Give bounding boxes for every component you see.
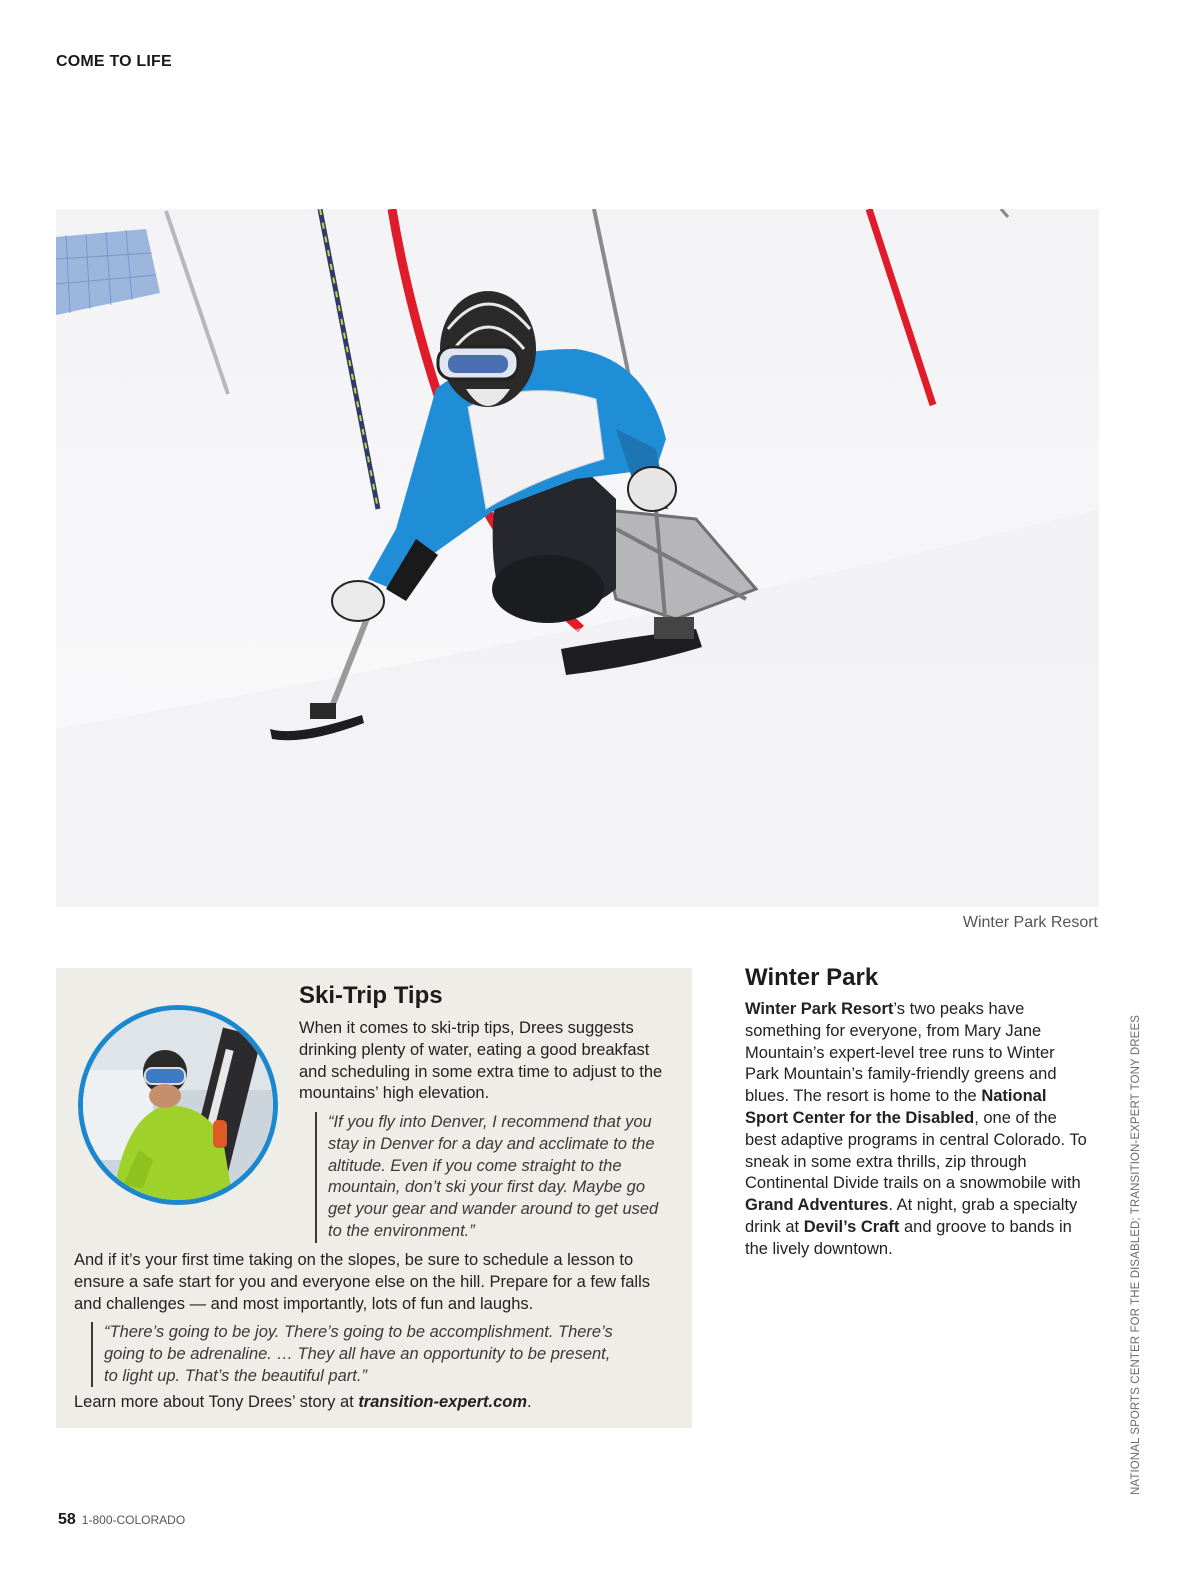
learn-more-line <box>74 1393 674 1412</box>
page-number: 58 <box>58 1511 76 1528</box>
website-link[interactable]: transition-expert.com <box>358 1393 528 1411</box>
tips-intro: When it comes to ski-trip tips, Drees suggests drinking plenty of water, eating a good breakfast and scheduling in some extra time to adjust to the mountains’ high elevation. <box>299 1019 663 1103</box>
wp-text-1: ’s two peaks have something for everyone, from Mary Jane Mountain’s expert-level tree runs to Winter Park Mountain’s family-friendly greens and blues. The resort is home to the <box>745 1000 1057 1106</box>
phone-number: 1-800-COLORADO <box>81 1513 186 1527</box>
devils-craft-name: Devil’s Craft <box>803 1217 900 1236</box>
learn-more-period: . <box>527 1393 532 1411</box>
winter-park-title: Winter Park <box>745 964 879 991</box>
tips-body: And if it’s your first time taking on the slopes, be sure to schedule a lesson to ensure a safe start for you and everyone else on the hill. Prepare for a few falls and challenges — and most importantly, lots of fun and laughs. <box>74 1251 650 1313</box>
pull-quote-acclimate: “If you fly into Denver, I recommend that you stay in Denver for a day and acclimate to the altitude. Even if you come straight to the mountain, don’t ski your first day. Maybe go get your gear and wander around to get used to the environment.” <box>315 1112 668 1243</box>
sit-skier-illustration <box>56 209 1099 907</box>
wp-text-4: and groove to bands in the lively downtown. <box>745 1217 1072 1258</box>
photo-caption: Winter Park Resort <box>962 914 1098 931</box>
pull-quote-joy: “There’s going to be joy. There’s going to be accomplishment. There’s going to be adrenaline. … They all have an opportunity to be present, to light up. That’s the beautiful part.” <box>91 1322 624 1387</box>
page-footer <box>58 1511 185 1529</box>
nscd-name: National Sport Center for the Disabled <box>745 1087 1047 1127</box>
winter-park-body <box>745 999 1090 1261</box>
portrait-image <box>78 1005 278 1205</box>
photo-credit: NATIONAL SPORTS CENTER FOR THE DISABLED; TRANSITION-EXPERT TONY DREES <box>1130 1015 1142 1495</box>
hero-photo <box>56 209 1099 907</box>
wp-text-3: . At night, grab a specialty drink at <box>745 1196 1078 1236</box>
learn-more-text: Learn more about Tony Drees’ story at <box>74 1393 359 1411</box>
grand-adventures-name: Grand Adventures <box>745 1196 889 1215</box>
section-heading: COME TO LIFE <box>56 53 172 70</box>
wp-text-2: , one of the best adaptive programs in central Colorado. To sneak in some extra thrills, zip through Continental Divide trails on a snowmobile with <box>745 1108 1087 1193</box>
tips-title: Ski-Trip Tips <box>299 982 443 1009</box>
ski-trip-tips-box <box>56 968 692 1428</box>
resort-name: Winter Park Resort <box>745 1000 894 1018</box>
skier-portrait-icon <box>83 1010 273 1200</box>
